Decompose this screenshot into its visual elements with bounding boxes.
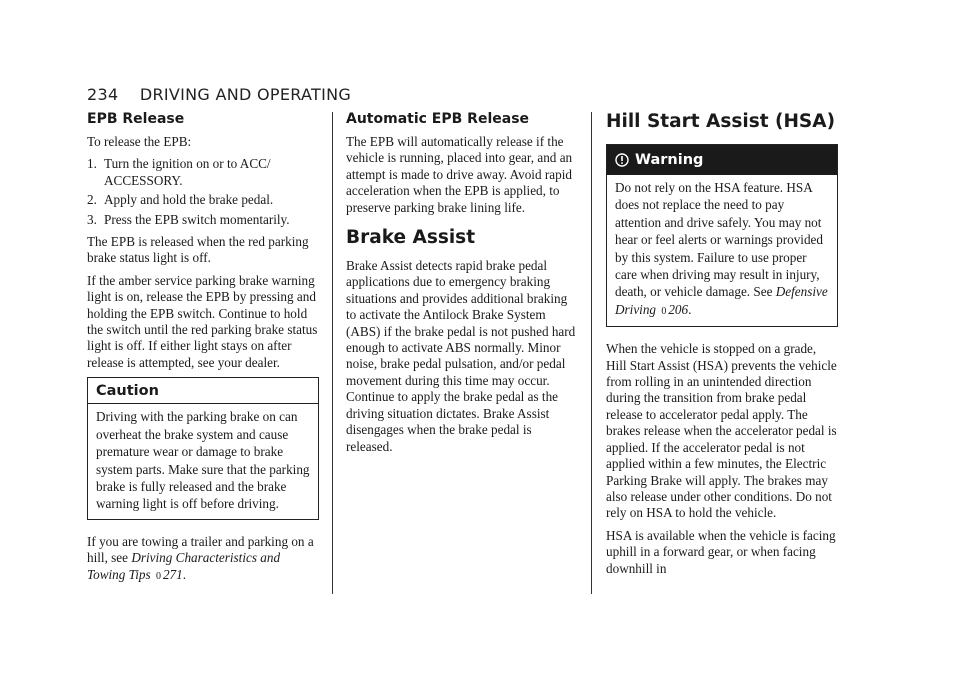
- column-1: [87, 110, 319, 591]
- caution-box: [87, 377, 319, 519]
- paragraph: The EPB is released when the red parking brake status light is off.: [87, 234, 309, 266]
- section-title: DRIVING AND OPERATING: [139, 85, 352, 104]
- paragraph: The EPB will automatically release if the vehicle is running, placed into gear, and an attempt is made to drive away. Avoid rapid acceleration when the EPB is applied, to preserve parking brake lining life.: [346, 134, 573, 215]
- paragraph: Brake Assist detects rapid brake pedal applications due to emergency braking situations and provides additional braking to activate the Antilock Brake System (ABS) if the brake pedal is not pushed hard enough to activate ABS normally. Minor noise, brake pedal pulsation, and/or pedal movement during this time may occur. Continue to apply the brake pedal as the driving situation dictates. Brake Assist disengages when the brake pedal is released.: [346, 258, 576, 454]
- page-header: [87, 85, 351, 104]
- page-ref-icon: 0: [661, 305, 667, 317]
- column-divider: [332, 112, 333, 594]
- epb-release-steps: [87, 156, 319, 228]
- hsa-heading: Hill Start Assist (HSA): [606, 111, 836, 132]
- caution-title: Caution: [88, 381, 318, 404]
- paragraph: When the vehicle is stopped on a grade, Hill Start Assist (HSA) prevents the vehicle from rolling in an unintended direction during the transition from brake pedal release to accelerator pedal apply. The brakes release when the accelerator pedal is applied. If the accelerator pedal is not applied within a few minutes, the Electric Parking Brake will apply. The brakes may also release under other conditions. Do not rely on HSA to hold the vehicle.: [606, 341, 837, 521]
- warning-box: [606, 144, 838, 327]
- epb-release-heading: EPB Release: [87, 111, 185, 127]
- column-divider: [591, 112, 592, 594]
- page-ref-icon: 0: [155, 570, 161, 582]
- brake-assist-heading: Brake Assist: [346, 227, 476, 249]
- paragraph: If the amber service parking brake warning light is on, release the EPB by pressing and holding the EPB switch. Continue to hold the switch until the red parking brake status light is off. If either light stays on after release is attempted, see your dealer.: [87, 272, 318, 370]
- warning-triangle-icon: [615, 153, 629, 167]
- cross-reference-link[interactable]: Defensive Driving 0 206: [615, 284, 828, 317]
- list-item: 3. Press the EPB switch momentarily.: [87, 211, 290, 227]
- caution-text: Driving with the parking brake on can overheat the brake system and cause premature wear or damage to brake system parts. Make sure that the parking brake is fully released and the brake warning light is off before driving.: [96, 409, 310, 512]
- warning-body: [607, 175, 837, 326]
- list-item: 2. Apply and hold the brake pedal.: [87, 192, 274, 208]
- automatic-epb-release-heading: Automatic EPB Release: [346, 111, 530, 127]
- cross-reference-link[interactable]: Driving Characteristics and Towing Tips 0 271: [87, 550, 281, 582]
- paragraph: HSA is available when the vehicle is facing uphill in a forward gear, or when facing downhill in: [606, 527, 836, 576]
- list-item: 1. Turn the ignition on or to ACC/ ACCESSORY.: [87, 156, 271, 188]
- page-number: 234: [87, 85, 119, 104]
- paragraph: If you are towing a trailer and parking on a hill, see Driving Characteristics and Towing Tips 0 271.: [87, 533, 314, 582]
- epb-release-intro: To release the EPB:: [87, 134, 192, 149]
- column-2: [346, 110, 578, 461]
- warning-header: [607, 145, 837, 175]
- column-3: [606, 110, 838, 583]
- warning-title: Warning: [635, 152, 704, 168]
- warning-text: Do not rely on the HSA feature. HSA does not replace the need to pay attention and drive safely. You may not hear or feel alerts or warnings provided by this system. Failure to use proper care when driving may result in injury, death, or vehicle damage. See Defensive Driving 0 206.: [615, 180, 828, 317]
